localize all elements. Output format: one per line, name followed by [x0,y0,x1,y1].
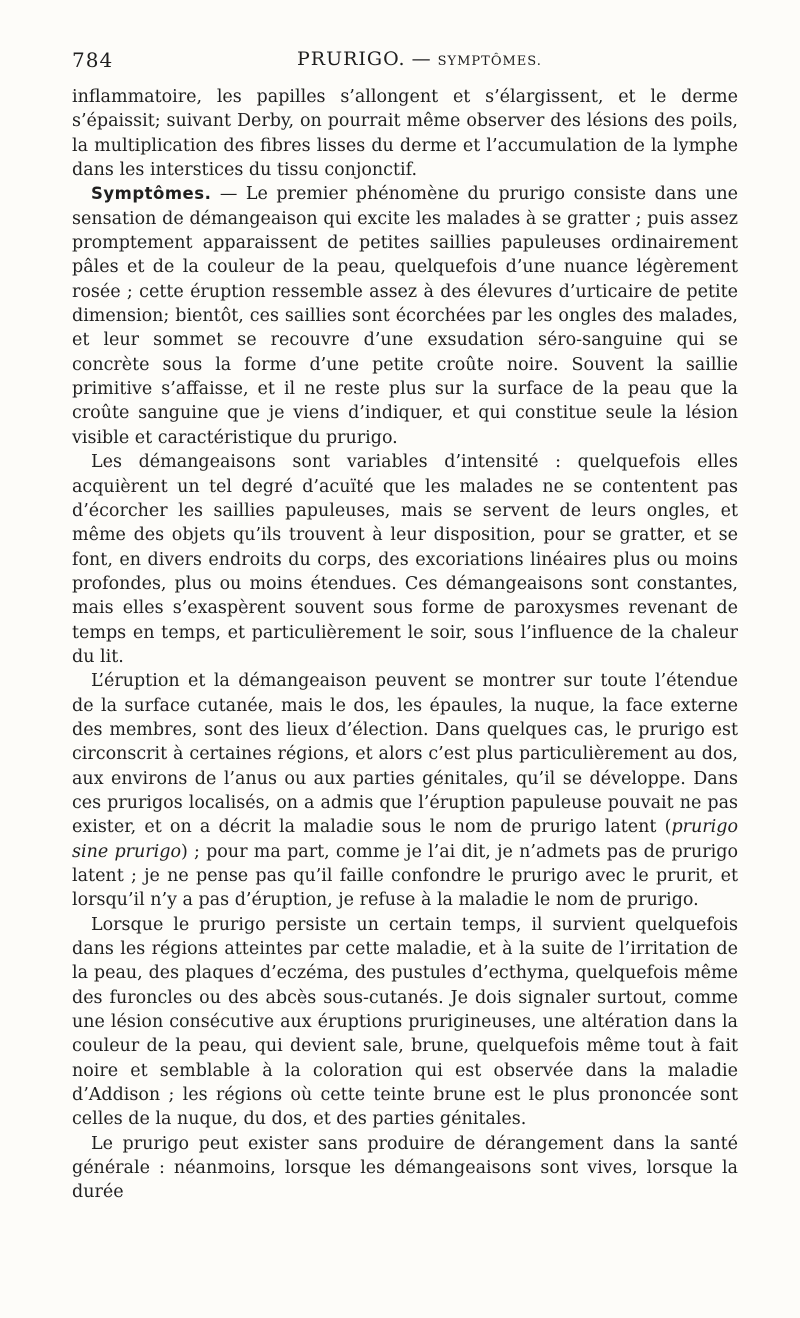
paragraph-sante-generale: Le prurigo peut exister sans produire de dérangement dans la santé générale : néanmoins, lorsque les démangeaisons sont vives, lorsque la durée [72,1133,738,1203]
running-title [297,48,542,70]
paragraph-eruption-italic: prurigo sine prurigo [72,817,738,862]
paragraph-eruption [72,669,738,912]
paragraph-demangeaisons: Les démangeaisons sont variables d’intensité : quelquefois elles acquièrent un tel degré d’acuïté que les malades ne se contentent pas d’écorcher les saillies papuleuses, mais se servent de leurs ongles, et même des objets qu’ils trouvent à leur disposition, pour se gratter, et se font, en divers endroits du corps, des excoriations linéaires plus ou moins profondes, plus ou moins étendues. Ces démangeaisons sont constantes, mais elles s’exaspèrent souvent sous forme de paroxysmes revenant de temps en temps, et particulièrement le soir, sous l’influence de la chaleur du lit. [72,452,738,667]
paragraph-symptomes-text: — Le premier phénomène du prurigo consiste dans une sensation de démangeaison qui excite les malades à se gratter ; puis assez promptement apparaissent de petites saillies papuleuses ordinairement pâles et de la couleur de la peau, quelquefois d’une nuance légèrement rosée ; cette éruption ressemble assez à des élevures d’urticaire de petite dimension; bientôt, ces saillies sont écorchées par les ongles des malades, et leur sommet se recouvre d’une exsudation séro-sanguine qui se concrète sous la forme d’une petite croûte noire. Souvent la saillie primitive s’affaisse, et il ne reste plus sur la surface de la peau que la croûte sanguine que je viens d’indiquer, et qui constitue seule la lésion visible et caractéristique du prurigo. [72,184,738,448]
page-number: 784 [72,48,114,72]
running-title-main: PRURIGO. [297,48,406,70]
paragraph-1: inflammatoire, les papilles s’allongent et s’élargissent, et le derme s’épaissit; suivant Derby, on pourrait même observer des lésions des poils, la multiplication des fibres lisses du derme et l’accumulation de la lymphe dans les interstices du tissu conjonctif. [72,87,738,181]
body-text [72,85,738,1205]
section-heading-symptomes: Symptômes. [91,184,212,204]
paragraph-eruption-text-a: L’éruption et la démangeaison peuvent se montrer sur toute l’étendue de la surface cutanée, mais le dos, les épaules, la nuque, la face externe des membres, sont des lieux d’élection. Dans quelques cas, le prurigo est circonscrit à certaines régions, et alors c’est plus particulièrement au dos, aux environs de l’anus ou aux parties génitales, qu’il se développe. Dans ces prurigos localisés, on a admis que l’éruption papuleuse pouvait ne pas exister, et on a décrit la maladie sous le nom de prurigo latent ( [72,671,738,838]
paragraph-eruption-text-b: ) ; pour ma part, comme je l’ai dit, je n’admets pas de prurigo latent ; je ne pense pas qu’il faille confondre le prurigo avec le prurit, et lorsqu’il n’y a pas d’éruption, je refuse à la maladie le nom de prurigo. [72,841,738,911]
paragraph-symptomes [72,182,738,450]
running-title-dash: — [411,48,432,70]
paragraph-persistance: Lorsque le prurigo persiste un certain temps, il survient quelquefois dans les régions atteintes par cette maladie, et à la suite de l’irritation de la peau, des plaques d’eczéma, des pustules d’ecthyma, quelquefois même des furoncles ou des abcès sous-cutanés. Je dois signaler surtout, comme une lésion consécutive aux éruptions prurigineuses, une altération dans la couleur de la peau, qui devient sale, brune, quelquefois même tout à fait noire et semblable à la coloration qui est observée dans la maladie d’Addison ; les régions où cette teinte brune est le plus prononcée sont celles de la nuque, du dos, et des parties génitales. [72,914,738,1130]
running-title-section: SYMPTÔMES. [437,54,542,69]
running-header [72,40,736,80]
